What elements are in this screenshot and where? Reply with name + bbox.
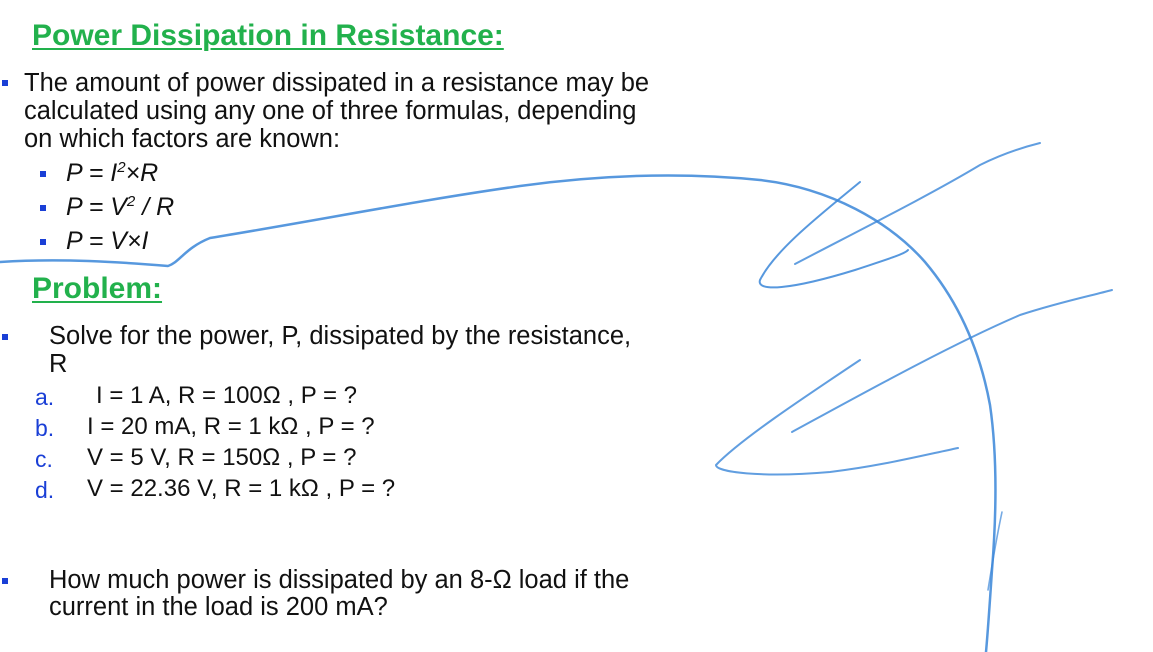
question2-line-1: How much power is dissipated by an 8-Ω load if the xyxy=(49,566,630,594)
pen-stroke xyxy=(760,182,908,287)
item-text-c: V = 5 V, R = 150Ω , P = ? xyxy=(87,444,357,471)
formula-exponent: 2 xyxy=(126,193,136,210)
bullet-marker xyxy=(2,578,8,584)
formula-bullet xyxy=(40,171,46,177)
bullet-marker xyxy=(2,80,8,86)
formula-lhs: P = V×I xyxy=(66,227,149,255)
pen-stroke xyxy=(795,143,1040,264)
formula-bullet xyxy=(40,239,46,245)
item-letter-d: d. xyxy=(35,477,55,503)
item-text-b: I = 20 mA, R = 1 kΩ , P = ? xyxy=(87,413,375,440)
section-title-problem: Problem: xyxy=(32,272,163,305)
formula-lhs: P = V xyxy=(66,193,127,221)
pen-stroke xyxy=(792,290,1112,432)
formula-v-times-i xyxy=(66,229,148,254)
intro-line-1: The amount of power dissipated in a resistance may be xyxy=(24,69,650,97)
formula-lhs: P = I xyxy=(66,159,118,187)
intro-line-2: calculated using any one of three formulas, depending xyxy=(24,97,637,125)
formula-exponent: 2 xyxy=(117,159,126,176)
item-text-a: I = 1 A, R = 100Ω , P = ? xyxy=(96,382,357,409)
formula-v-squared-over-r xyxy=(66,195,174,220)
bullet-marker xyxy=(2,334,8,340)
item-text-d: V = 22.36 V, R = 1 kΩ , P = ? xyxy=(87,475,396,502)
section-title-power-dissipation: Power Dissipation in Resistance: xyxy=(32,19,504,52)
pen-stroke xyxy=(716,360,958,474)
formula-i-squared-r xyxy=(66,161,158,186)
pen-stroke xyxy=(988,512,1002,590)
formula-bullet xyxy=(40,205,46,211)
question2-line-2: current in the load is 200 mA? xyxy=(49,593,388,621)
intro-line-3: on which factors are known: xyxy=(24,125,341,153)
item-letter-b: b. xyxy=(35,415,55,441)
question-line-2: R xyxy=(49,350,68,378)
item-letter-c: c. xyxy=(35,446,53,472)
question-line-1: Solve for the power, P, dissipated by the resistance, xyxy=(49,322,632,350)
item-letter-a: a. xyxy=(35,384,55,410)
formula-rhs: / R xyxy=(135,193,175,221)
formula-rhs: ×R xyxy=(125,159,159,187)
